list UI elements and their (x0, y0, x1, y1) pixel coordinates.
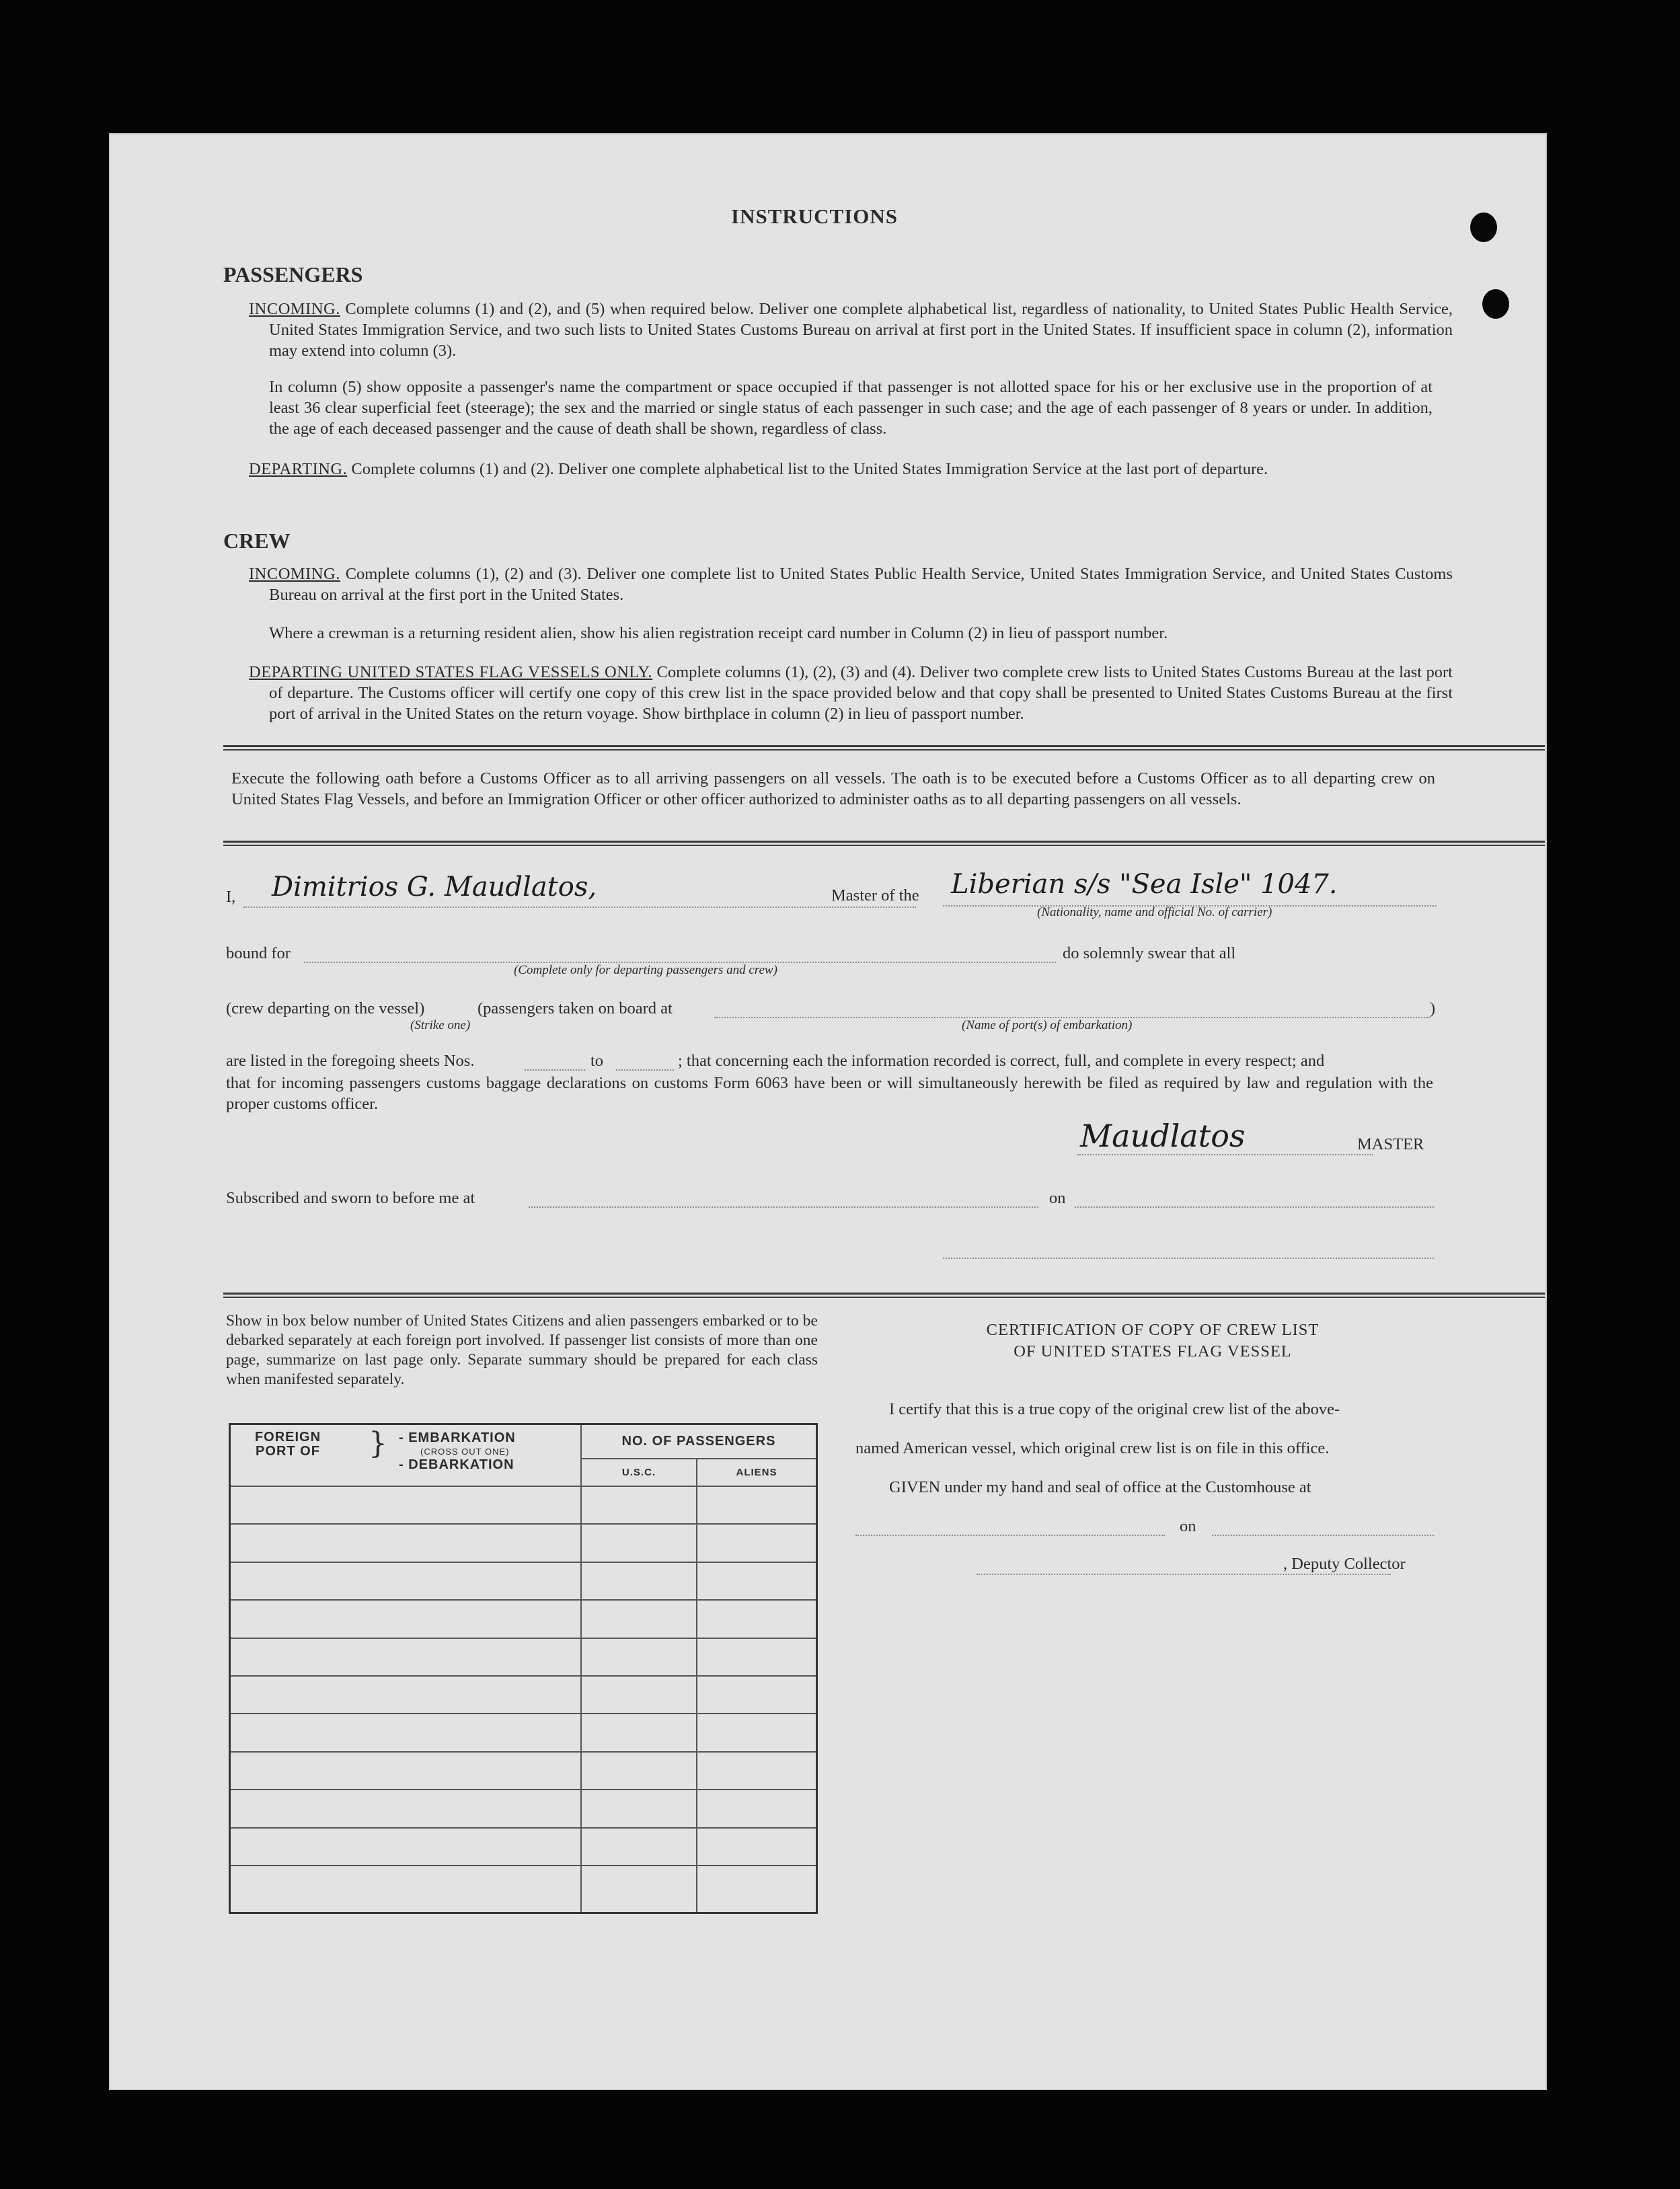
passengers-column5-paragraph: In column (5) show opposite a passenger's name the compartment or space occupied if that passenger is not allotted space for his or her exclusive use in the proportion of at least 36 clear superficial feet (steerage); the sex and the married or single status of each passenger in such case; and the age of each passenger of 8 years or under. In addition, the age of each deceased passenger and the cause of death shall be shown, regardless of class. (269, 378, 1433, 438)
usc-cell[interactable] (581, 1676, 697, 1714)
page-title: INSTRUCTIONS (731, 204, 899, 228)
usc-header: U.S.C. (581, 1459, 697, 1486)
divider-top (223, 745, 1545, 747)
master-label: MASTER (1357, 1135, 1424, 1153)
usc-cell[interactable] (581, 1486, 697, 1524)
usc-cell[interactable] (581, 1828, 697, 1866)
passengers-taken-label: (passengers taken on board at (478, 999, 673, 1017)
divider-mid-thin (223, 845, 1545, 846)
port-cell[interactable] (230, 1562, 582, 1600)
passengers-departing-label: DEPARTING. (249, 460, 348, 478)
certification-title-1: CERTIFICATION OF COPY OF CREW LIST (986, 1321, 1320, 1339)
crew-incoming-label: INCOMING. (249, 565, 340, 583)
divider-bottom-thin (223, 1297, 1545, 1298)
sheets-to-line (616, 1069, 674, 1071)
crew-heading: CREW (223, 529, 291, 553)
port-cell[interactable] (230, 1790, 582, 1827)
punch-hole (1482, 289, 1509, 319)
master-signature: Maudlatos (1080, 1118, 1246, 1154)
table-row (230, 1486, 817, 1524)
port-cell[interactable] (230, 1524, 582, 1562)
table-row (230, 1828, 817, 1866)
deputy-collector-label: , Deputy Collector (1283, 1555, 1406, 1573)
table-row (230, 1600, 817, 1638)
aliens-cell[interactable] (697, 1714, 817, 1751)
table-row (230, 1638, 817, 1676)
customhouse-line (855, 1535, 1165, 1536)
crew-resident-paragraph: Where a crewman is a returning resident alien, show his alien registration receipt card number in Column (2) in lieu of passport number. (269, 624, 1168, 642)
passengers-incoming-paragraph (249, 299, 1453, 361)
certification-given: GIVEN under my hand and seal of office at the Customhouse at (889, 1478, 1311, 1496)
usc-cell[interactable] (581, 1524, 697, 1562)
passengers-departing-paragraph (249, 459, 1453, 479)
certification-text-2: named American vessel, which original crew list is on file in this office. (855, 1439, 1330, 1457)
summary-instructions: Show in box below number of United States Citizens and alien passengers embarked or to be debarked separately at each foreign port involved. If passenger list consists of more than one page, summarize on last page only. Separate summary should be prepared for each class when manifested separately. (226, 1312, 818, 1388)
port-cell[interactable] (230, 1600, 582, 1638)
port-cell[interactable] (230, 1828, 582, 1866)
port-cell[interactable] (230, 1752, 582, 1790)
usc-cell[interactable] (581, 1752, 697, 1790)
usc-cell[interactable] (581, 1866, 697, 1913)
usc-cell[interactable] (581, 1790, 697, 1827)
passengers-incoming-text: Complete columns (1) and (2), and (5) when required below. Deliver one complete alphabetical list, regardless of nationality, to United States Public Health Service, United States Immigration Service, and two such lists to United States Customs Bureau on arrival at first port in the United States. If insufficient space in column (2), information may extend into column (3). (269, 300, 1453, 360)
oath-intro: Execute the following oath before a Customs Officer as to all arriving passengers on all vessels. The oath is to be executed before a Customs Officer as to all departing crew on United States Flag Vessels, and before an Immigration Officer or other officer authorized to administer oaths as to all departing passengers on all vessels. (231, 769, 1435, 808)
aliens-cell[interactable] (697, 1752, 817, 1790)
aliens-cell[interactable] (697, 1524, 817, 1562)
table-row (230, 1676, 817, 1714)
port-cell[interactable] (230, 1676, 582, 1714)
usc-cell[interactable] (581, 1714, 697, 1751)
port-cell[interactable] (230, 1866, 582, 1913)
port-cell[interactable] (230, 1486, 582, 1524)
strike-caption: (Strike one) (410, 1018, 471, 1032)
subscribed-label: Subscribed and sworn to before me at (226, 1189, 475, 1207)
embarkation-header: - EMBARKATION (399, 1430, 516, 1445)
divider-bottom (223, 1293, 1545, 1295)
table-row (230, 1524, 817, 1562)
vessel-caption: (Nationality, name and official No. of carrier) (1037, 905, 1272, 919)
sheets-from-line (525, 1069, 585, 1071)
listed-label: are listed in the foregoing sheets Nos. (226, 1052, 475, 1070)
crew-departing-paragraph (249, 662, 1453, 724)
ports-caption: (Name of port(s) of embarkation) (962, 1018, 1133, 1032)
table-row (230, 1562, 817, 1600)
vessel-handwriting: Liberian s/s "Sea Isle" 1047. (951, 869, 1338, 900)
port-cell[interactable] (230, 1714, 582, 1751)
master-of-label: Master of the (831, 886, 919, 905)
aliens-cell[interactable] (697, 1676, 817, 1714)
header-port-cell (230, 1424, 582, 1487)
aliens-cell[interactable] (697, 1486, 817, 1524)
master-name-line (243, 907, 916, 908)
passenger-summary-table (229, 1423, 818, 1914)
punch-hole (1470, 213, 1497, 242)
master-name-handwriting: Dimitrios G. Maudlatos, (272, 872, 597, 903)
subscribed-place-line (529, 1206, 1038, 1208)
passengers-incoming-label: INCOMING. (249, 300, 340, 318)
deputy-signature-line (977, 1574, 1391, 1575)
crew-incoming-text: Complete columns (1), (2) and (3). Deliver one complete list to United States Public Health Service, United States Immigration Service, and United States Customs Bureau on arrival at the first port in the United States. (269, 565, 1453, 604)
port-cell[interactable] (230, 1638, 582, 1676)
form-sheet (109, 133, 1547, 2090)
crew-departing-label: (crew departing on the vessel) (226, 999, 425, 1017)
master-signature-line (1077, 1154, 1373, 1155)
bound-caption: (Complete only for departing passengers and crew) (514, 963, 777, 977)
brace-icon: } (369, 1426, 387, 1461)
officer-signature-line (943, 1258, 1434, 1259)
statement-rest: that for incoming passengers customs baggage declarations on customs Form 6063 have been or will simultaneously herewith be filed as required by law and regulation with the proper customs officer. (226, 1074, 1433, 1113)
certification-date-line (1212, 1535, 1434, 1536)
aliens-cell[interactable] (697, 1866, 817, 1913)
cross-out-note: (CROSS OUT ONE) (420, 1447, 510, 1457)
aliens-header: ALIENS (697, 1459, 817, 1486)
divider-top-thin (223, 749, 1545, 751)
to-label: to (590, 1052, 604, 1070)
certification-text-1: I certify that this is a true copy of the original crew list of the above- (889, 1400, 1340, 1418)
table-row (230, 1866, 817, 1913)
close-paren: ) (1430, 999, 1436, 1017)
crew-incoming-paragraph (249, 564, 1453, 605)
oath-i-label: I, (226, 888, 236, 906)
divider-mid (223, 841, 1545, 843)
debarkation-header: - DEBARKATION (399, 1457, 514, 1472)
usc-cell[interactable] (581, 1600, 697, 1638)
aliens-cell[interactable] (697, 1638, 817, 1676)
crew-departing-label: DEPARTING UNITED STATES FLAG VESSELS ONLY. (249, 663, 653, 681)
passengers-departing-text: Complete columns (1) and (2). Deliver one complete alphabetical list to the United States Immigration Service at the last port of departure. (351, 460, 1268, 478)
subscribed-date-line (1075, 1206, 1434, 1208)
foreign-port-header: FOREIGN PORT OF (254, 1430, 321, 1459)
usc-cell[interactable] (581, 1638, 697, 1676)
certification-on-label: on (1180, 1517, 1196, 1535)
usc-cell[interactable] (581, 1562, 697, 1600)
subscribed-on-label: on (1049, 1189, 1066, 1207)
table-row (230, 1790, 817, 1827)
passengers-heading: PASSENGERS (223, 262, 363, 286)
statement-first: ; that concerning each the information recorded is correct, full, and complete in every respect; and (678, 1052, 1325, 1070)
bound-for-label: bound for (226, 944, 291, 962)
aliens-cell[interactable] (697, 1600, 817, 1638)
crew-departing-text: Complete columns (1), (2), (3) and (4). Deliver two complete crew lists to United States Customs Bureau at the last port of departure. The Customs officer will certify one copy of this crew list in the space provided below and that copy shall be presented to United States Customs Bureau at the first port of arrival in the United States on the return voyage. Show birthplace in column (2) in lieu of passport number. (269, 663, 1453, 723)
no-of-passengers-header: NO. OF PASSENGERS (581, 1424, 817, 1459)
table-row (230, 1714, 817, 1751)
table-row (230, 1752, 817, 1790)
swear-label: do solemnly swear that all (1063, 944, 1236, 962)
aliens-cell[interactable] (697, 1790, 817, 1827)
certification-title-2: OF UNITED STATES FLAG VESSEL (1014, 1342, 1292, 1360)
aliens-cell[interactable] (697, 1828, 817, 1866)
aliens-cell[interactable] (697, 1562, 817, 1600)
